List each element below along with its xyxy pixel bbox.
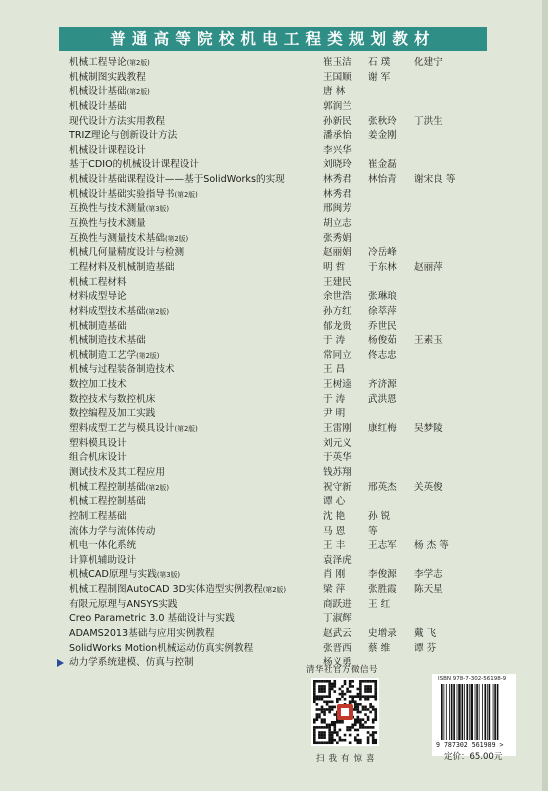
book-row xyxy=(69,583,489,598)
book-title: 流体力学与流体传动 xyxy=(69,525,156,537)
book-author: 杨俊茹 xyxy=(368,335,397,347)
book-title: 机电一体化系统 xyxy=(69,540,137,552)
book-author: 郭润兰 xyxy=(323,100,352,112)
book-title: 互换性与技术测量 xyxy=(69,218,146,230)
book-edition: (第3版) xyxy=(156,571,181,580)
book-row xyxy=(69,115,489,130)
book-author: 郁龙贵 xyxy=(323,320,352,332)
book-author: 唐 林 xyxy=(323,86,346,98)
book-title: 动力学系统建模、仿真与控制 xyxy=(69,657,194,669)
book-row xyxy=(69,144,489,159)
book-title: SolidWorks Motion机械运动仿真实例教程 xyxy=(69,642,254,654)
book-row xyxy=(69,495,489,510)
book-edition: (第2版) xyxy=(164,234,189,243)
book-author: 张秋玲 xyxy=(368,115,397,127)
book-author: 孙方红 xyxy=(323,305,352,317)
book-author: 戴 飞 xyxy=(414,627,437,639)
book-row xyxy=(69,173,489,188)
book-author: 蔡 维 xyxy=(368,642,391,654)
isbn-number: ISBN 978-7-302-56198-9 xyxy=(438,676,507,682)
book-title: 材料成型技术基础(第2版) xyxy=(69,305,169,317)
book-title: 机械制造基础 xyxy=(69,320,127,332)
book-author: 谢宋良 等 xyxy=(414,174,456,186)
book-row xyxy=(69,568,489,583)
book-author: 沈 艳 xyxy=(323,510,346,522)
book-row xyxy=(69,422,489,437)
book-author: 刘晓玲 xyxy=(323,159,352,171)
book-author: 邢闽芳 xyxy=(323,203,352,215)
book-author: 等 xyxy=(368,525,378,537)
book-row xyxy=(69,246,489,261)
book-title: 基于CDIO的机械设计课程设计 xyxy=(69,159,199,171)
book-row xyxy=(69,407,489,422)
book-row xyxy=(69,642,489,657)
book-author: 李俊源 xyxy=(368,569,397,581)
book-author: 林秀君 xyxy=(323,174,352,186)
series-banner: 普通高等院校机电工程类规划教材 xyxy=(59,27,487,51)
book-edition: (第2版) xyxy=(126,88,150,97)
price: 定价：65.00元 xyxy=(444,752,503,762)
book-row xyxy=(69,217,489,232)
book-author: 王素玉 xyxy=(414,335,443,347)
book-author: 李学志 xyxy=(414,569,443,581)
book-author: 陈天星 xyxy=(414,584,443,596)
book-author: 钱苏翔 xyxy=(323,466,352,478)
qr-caption: 扫我有惊喜 xyxy=(316,754,379,764)
book-author: 姜金刚 xyxy=(368,130,397,142)
book-author: 胡立志 xyxy=(323,218,352,230)
book-edition: (第2版) xyxy=(145,307,169,316)
book-row xyxy=(69,466,489,481)
book-row xyxy=(69,612,489,627)
book-title: 机械工程导论(第2版) xyxy=(69,57,150,68)
book-author: 张琳琅 xyxy=(368,291,397,303)
book-author: 赵武云 xyxy=(323,627,352,639)
book-author: 王雷刚 xyxy=(323,423,352,435)
book-title: TRIZ理论与创新设计方法 xyxy=(69,130,178,142)
barcode-icon xyxy=(441,684,515,740)
book-title: 机械设计基础 xyxy=(69,100,127,112)
book-author: 化建宁 xyxy=(414,57,443,68)
book-row xyxy=(69,276,489,291)
book-author: 明 哲 xyxy=(323,261,346,273)
book-author: 吴梦陵 xyxy=(414,423,443,435)
book-row xyxy=(69,129,489,144)
book-edition: (第3版) xyxy=(145,205,169,214)
book-row xyxy=(69,158,489,173)
book-author: 佟志忠 xyxy=(368,349,397,361)
book-author: 杨 杰 等 xyxy=(414,540,449,552)
book-author: 邢英杰 xyxy=(368,481,397,493)
book-title: 机械工程控制基础(第2版) xyxy=(69,481,169,493)
book-author: 袁泽虎 xyxy=(323,554,352,566)
book-author: 商跃进 xyxy=(323,598,352,610)
book-author: 常同立 xyxy=(323,349,352,361)
book-row xyxy=(69,437,489,452)
book-author: 刘元义 xyxy=(323,437,352,449)
book-title: 数控编程及加工实践 xyxy=(69,408,156,420)
book-edition: (第2版) xyxy=(262,586,287,595)
qr-code-icon xyxy=(311,678,379,746)
book-author: 王建民 xyxy=(323,276,352,288)
book-author: 史增录 xyxy=(368,627,397,639)
book-title: 测试技术及其工程应用 xyxy=(69,466,165,478)
triangle-marker-icon xyxy=(57,659,64,667)
book-author: 谭 芬 xyxy=(414,642,437,654)
book-edition: (第2版) xyxy=(136,351,160,360)
book-row xyxy=(69,627,489,642)
book-author: 于 涛 xyxy=(323,393,346,405)
book-author: 王志军 xyxy=(368,540,397,552)
book-row xyxy=(69,598,489,613)
book-author: 石 璞 xyxy=(368,57,391,68)
book-author: 冷岳峰 xyxy=(368,247,397,259)
book-title: 数控加工技术 xyxy=(69,379,127,391)
book-author: 谭 心 xyxy=(323,496,346,508)
book-author: 齐济源 xyxy=(368,379,397,391)
book-author: 赵丽萍 xyxy=(414,261,443,273)
book-row xyxy=(69,525,489,540)
book-title: 互换性与技术测量(第3版) xyxy=(69,203,169,215)
book-row xyxy=(69,202,489,217)
book-row xyxy=(69,363,489,378)
book-row xyxy=(69,554,489,569)
book-row xyxy=(69,451,489,466)
book-row xyxy=(69,539,489,554)
book-author: 潘承怡 xyxy=(323,130,352,142)
barcode-digits: 9 787302 561989 > xyxy=(436,741,504,749)
book-author: 谢 军 xyxy=(368,71,391,83)
book-edition: (第2版) xyxy=(174,425,198,434)
book-author: 肖 刚 xyxy=(323,569,346,581)
book-author: 于英华 xyxy=(323,452,352,464)
book-title: 机械CAD原理与实践(第3版) xyxy=(69,569,181,581)
book-row xyxy=(69,232,489,247)
book-row xyxy=(69,71,489,86)
book-author: 王 红 xyxy=(368,598,391,610)
book-title: 机械制造技术基础 xyxy=(69,335,146,347)
book-row xyxy=(69,56,489,71)
book-row xyxy=(69,100,489,115)
book-title: Creo Parametric 3.0 基础设计与实践 xyxy=(69,613,235,625)
book-row xyxy=(69,85,489,100)
book-title: 机械设计基础课程设计——基于SolidWorks的实现 xyxy=(69,174,285,186)
book-author: 崔玉洁 xyxy=(323,57,352,68)
book-row xyxy=(69,656,489,671)
book-row xyxy=(69,378,489,393)
book-row xyxy=(69,393,489,408)
book-author: 康红梅 xyxy=(368,423,397,435)
book-author: 尹 明 xyxy=(323,408,346,420)
book-title: 数控技术与数控机床 xyxy=(69,393,156,405)
book-author: 林秀君 xyxy=(323,188,352,200)
book-title: 机械与过程装备制造技术 xyxy=(69,364,175,376)
book-title: 机械设计基础(第2版) xyxy=(69,86,150,98)
book-row xyxy=(69,510,489,525)
book-author: 武洪恩 xyxy=(368,393,397,405)
book-author: 林怡青 xyxy=(368,174,397,186)
book-row xyxy=(69,334,489,349)
book-title: 现代设计方法实用教程 xyxy=(69,115,165,127)
book-author: 孙 锐 xyxy=(368,510,391,522)
book-title: 有限元原理与ANSYS实践 xyxy=(69,598,178,610)
book-author: 梁 萍 xyxy=(323,584,346,596)
book-title: 材料成型导论 xyxy=(69,291,127,303)
book-author: 丁洪生 xyxy=(414,115,443,127)
book-row xyxy=(69,481,489,496)
book-edition: (第2版) xyxy=(145,483,169,492)
qr-label: 清华社官方微信号 xyxy=(306,665,379,675)
book-author: 王 昌 xyxy=(323,364,346,376)
book-author: 张胜霞 xyxy=(368,584,397,596)
book-edition: (第2版) xyxy=(126,59,150,67)
book-title: 机械工程控制基础 xyxy=(69,496,146,508)
book-author: 徐萃萍 xyxy=(368,305,397,317)
book-title: 机械工程制图AutoCAD 3D实体造型实例教程(第2版) xyxy=(69,584,287,596)
book-title: 机械制图实践教程 xyxy=(69,71,146,83)
book-title: 机械几何量精度设计与检测 xyxy=(69,247,185,259)
book-title: 计算机辅助设计 xyxy=(69,554,137,566)
book-author: 张秀娟 xyxy=(323,232,352,244)
book-title: 机械工程材料 xyxy=(69,276,127,288)
book-author: 关英俊 xyxy=(414,481,443,493)
book-title: ADAMS2013基础与应用实例教程 xyxy=(69,627,215,639)
book-row xyxy=(69,320,489,335)
book-author: 杨义勇 xyxy=(323,657,352,669)
book-title: 机械设计课程设计 xyxy=(69,144,146,156)
book-author: 丁淑辉 xyxy=(323,613,352,625)
spine-edge xyxy=(542,0,548,791)
book-title: 控制工程基础 xyxy=(69,510,127,522)
book-row xyxy=(69,305,489,320)
book-author: 张晋西 xyxy=(323,642,352,654)
book-title: 塑料成型工艺与模具设计(第2版) xyxy=(69,423,198,435)
book-author: 于 涛 xyxy=(323,335,346,347)
book-edition: (第2版) xyxy=(174,190,198,199)
book-author: 孙新民 xyxy=(323,115,352,127)
book-list xyxy=(69,56,489,671)
book-author: 乔世民 xyxy=(368,320,397,332)
book-title: 塑料模具设计 xyxy=(69,437,127,449)
book-author: 王树逵 xyxy=(323,379,352,391)
book-row xyxy=(69,290,489,305)
book-title: 机械制造工艺学(第2版) xyxy=(69,349,160,361)
book-title: 机械设计基础实验指导书(第2版) xyxy=(69,188,198,200)
book-author: 崔金磊 xyxy=(368,159,397,171)
book-title: 组合机床设计 xyxy=(69,452,127,464)
book-author: 于东林 xyxy=(368,261,397,273)
book-author: 马 恩 xyxy=(323,525,346,537)
book-author: 余世浩 xyxy=(323,291,352,303)
book-title: 工程材料及机械制造基础 xyxy=(69,261,175,273)
book-row xyxy=(69,261,489,276)
book-title: 互换性与测量技术基础(第2版) xyxy=(69,232,189,244)
book-row xyxy=(69,349,489,364)
book-author: 李兴华 xyxy=(323,144,352,156)
book-author: 王 丰 xyxy=(323,540,346,552)
book-row xyxy=(69,188,489,203)
book-author: 祝守新 xyxy=(323,481,352,493)
book-author: 赵丽娟 xyxy=(323,247,352,259)
book-author: 王国顺 xyxy=(323,71,352,83)
